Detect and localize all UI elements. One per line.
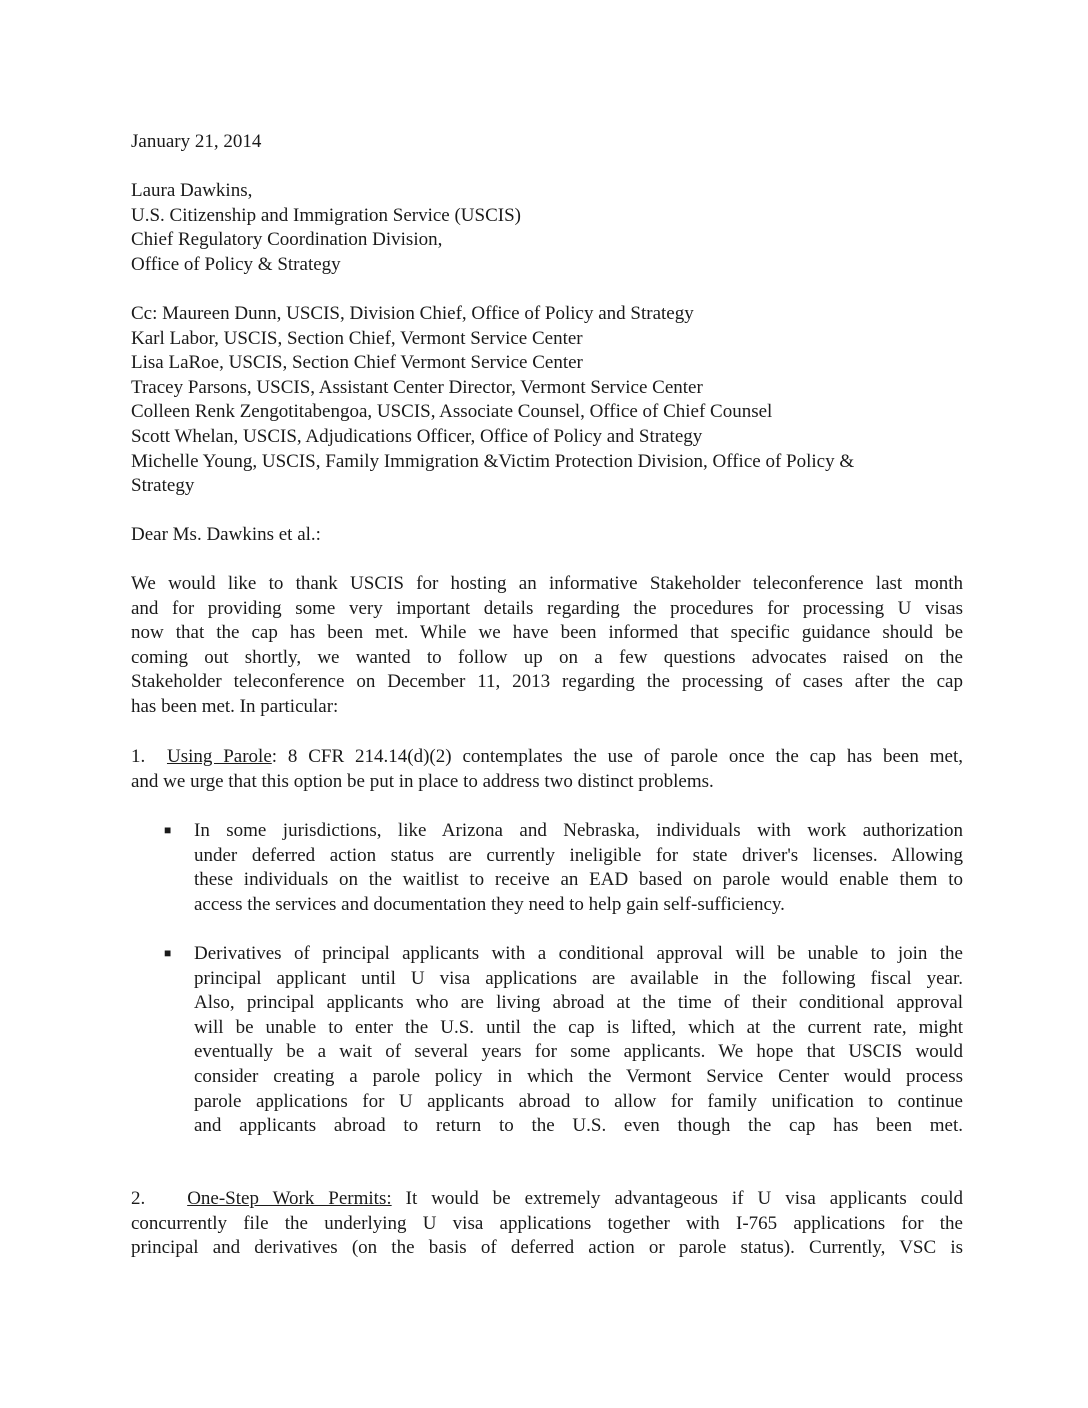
bullet-icon: ■ bbox=[164, 946, 172, 960]
bullet-line: Also, principal applicants who are living abroad at the time of their conditional approval bbox=[194, 992, 963, 1014]
bullet-line: under deferred action status are currently ineligible for state driver's licenses. Allowing bbox=[194, 844, 963, 866]
cc-line: Lisa LaRoe, USCIS, Section Chief Vermont Service Center bbox=[131, 352, 583, 374]
point-1-heading: Using Parole bbox=[166, 746, 272, 767]
bullet-line: access the services and documentation they need to help gain self-sufficiency. bbox=[194, 893, 785, 915]
bullet-line: and applicants abroad to return to the U.S. even though the cap has been met. bbox=[194, 1115, 963, 1137]
point-2-rest: It would be extremely advantageous if U visa applicants could bbox=[391, 1188, 963, 1209]
point-1-number: 1. bbox=[131, 746, 146, 767]
paragraph-line: Stakeholder teleconference on December 11, 2013 regarding the processing of cases after the cap bbox=[131, 671, 963, 693]
point-2-heading: One-Step Work Permits: bbox=[187, 1188, 392, 1209]
paragraph-line: and we urge that this option be put in place to address two distinct problems. bbox=[131, 770, 714, 792]
point-2-paragraph bbox=[131, 1187, 963, 1261]
bullet-icon: ■ bbox=[164, 823, 172, 837]
salutation-block bbox=[131, 523, 963, 548]
cc-line: Tracey Parsons, USCIS, Assistant Center Director, Vermont Service Center bbox=[131, 376, 703, 398]
cc-line: Colleen Renk Zengotitabengoa, USCIS, Associate Counsel, Office of Chief Counsel bbox=[131, 401, 773, 423]
bullet-1-text bbox=[194, 819, 963, 917]
bullet-line: eventually be a wait of several years for some applicants. We hope that USCIS would bbox=[194, 1041, 963, 1063]
point-2-number: 2. bbox=[131, 1188, 146, 1209]
bullet-2-text bbox=[194, 942, 963, 1163]
bullet-line: consider creating a parole policy in which the Vermont Service Center would process bbox=[194, 1065, 963, 1087]
paragraph-line: We would like to thank USCIS for hosting an informative Stakeholder teleconference last month bbox=[131, 573, 963, 594]
bullet-line: these individuals on the waitlist to receive an EAD based on parole would enable them to bbox=[194, 869, 963, 891]
letter-date: January 21, 2014 bbox=[131, 131, 262, 152]
bullet-line: Derivatives of principal applicants with a conditional approval will be unable to join the bbox=[194, 943, 963, 964]
point-1-paragraph bbox=[131, 745, 963, 794]
recipient-line: Chief Regulatory Coordination Division, bbox=[131, 229, 443, 251]
paragraph-line: has been met. In particular: bbox=[131, 695, 339, 717]
paragraph-line: now that the cap has been met. While we have been informed that specific guidance should be bbox=[131, 622, 963, 644]
cc-block bbox=[131, 302, 963, 499]
paragraph-line: concurrently file the underlying U visa applications together with I-765 applications for the bbox=[131, 1212, 963, 1234]
cc-line: Strategy bbox=[131, 475, 195, 497]
bullet-line: principal applicant until U visa applications are available in the following fiscal year. bbox=[194, 967, 963, 989]
recipient-line: Office of Policy & Strategy bbox=[131, 253, 341, 275]
paragraph-line: principal and derivatives (on the basis of deferred action or parole status). Currently, VSC is bbox=[131, 1237, 963, 1259]
bullet-line: In some jurisdictions, like Arizona and Nebraska, individuals with work authorization bbox=[194, 820, 963, 841]
salutation: Dear Ms. Dawkins et al.: bbox=[131, 524, 321, 545]
recipient-line: Laura Dawkins, bbox=[131, 180, 253, 201]
paragraph-line bbox=[131, 1187, 963, 1212]
recipient-line: U.S. Citizenship and Immigration Service (USCIS) bbox=[131, 204, 521, 226]
bullet-line: will be unable to enter the U.S. until the cap is lifted, which at the current rate, might bbox=[194, 1016, 963, 1038]
intro-paragraph bbox=[131, 572, 963, 720]
letter-date-block bbox=[131, 130, 963, 155]
recipient-block bbox=[131, 179, 963, 277]
cc-line: Michelle Young, USCIS, Family Immigration &Victim Protection Division, Office of Policy & bbox=[131, 450, 855, 472]
paragraph-line bbox=[131, 745, 963, 770]
paragraph-line: coming out shortly, we wanted to follow up on a few questions advocates raised on the bbox=[131, 646, 963, 668]
cc-line: Karl Labor, USCIS, Section Chief, Vermont Service Center bbox=[131, 327, 583, 349]
paragraph-line: and for providing some very important details regarding the procedures for processing U visas bbox=[131, 597, 963, 619]
bullet-line bbox=[194, 1139, 963, 1164]
bullet-line: parole applications for U applicants abroad to allow for family unification to continue bbox=[194, 1090, 963, 1112]
cc-line: Cc: Maureen Dunn, USCIS, Division Chief, Office of Policy and Strategy bbox=[131, 303, 694, 324]
point-1-rest: : 8 CFR 214.14(d)(2) contemplates the use of parole once the cap has been met, bbox=[271, 746, 963, 767]
cc-line: Scott Whelan, USCIS, Adjudications Officer, Office of Policy and Strategy bbox=[131, 425, 703, 447]
